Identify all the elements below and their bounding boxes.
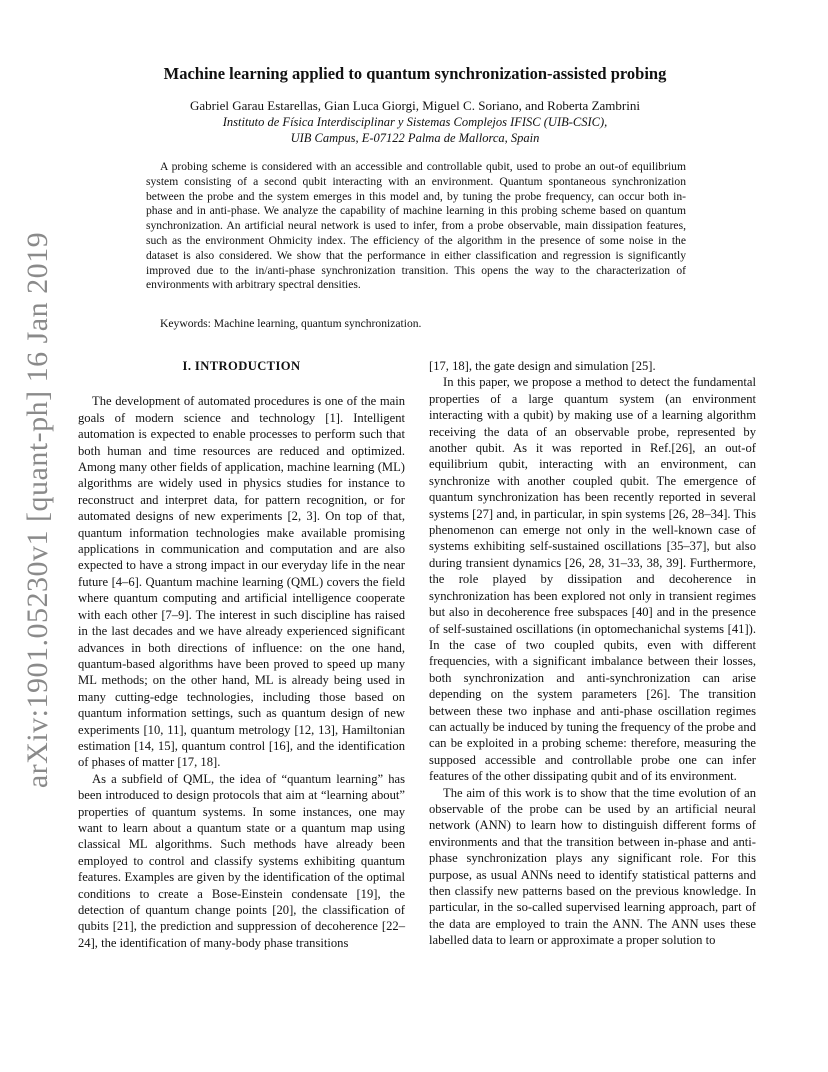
affiliation-line-1: Instituto de Física Interdisciplinar y Sistemas Complejos IFISC (UIB-CSIC), xyxy=(222,115,608,129)
intro-paragraph-3: In this paper, we propose a method to detect the fundamental properties of a large quantum system (an environment interacting with a qubit) by making use of a learning algorithm receiving the data of an observable probe, represented by another qubit. As it was reported in Ref.[26], an out-of equilibrium qubit, interacting with an environment, can synchronize with another coupled qubit. The emergence of quantum synchronization has been recently reported in several systems [27] and, in particular, in spin systems [26, 28–34]. This phenomenon can emerge not only in the well-known case of systems exhibiting self-sustained oscillations [35–37], but also during transient dynamics [26, 28, 31–33, 38, 39]. Furthermore, the role played by dissipation and decoherence in synchronization has been explored not only in transient regimes but also in decoherence free subspaces [40] and in the presence of self-sustained oscillations (in optomechanichal systems [41]). In the case of two coupled qubits, even with different frequencies, with a significant imbalance between their losses, both synchronization and anti-synchronization can arise depending on the system parameters [26]. The transition between these two inphase and anti-phase oscillation regimes can actually be induced by tuning the frequency of the probe and can be exploited in a probing scheme: therefore, measuring the supposed accessible and controllable probe one can infer features of the other dissipating qubit and of its environment. xyxy=(429,375,756,784)
author-list: Gabriel Garau Estarellas, Gian Luca Giorgi, Miguel C. Soriano, and Roberta Zambrini xyxy=(190,98,640,113)
paper-title: Machine learning applied to quantum synchronization-assisted probing xyxy=(163,64,667,83)
arxiv-sidebar xyxy=(18,231,58,789)
intro-paragraph-2: As a subfield of QML, the idea of “quantum learning” has been introduced to design protocols that aim at “learning about” properties of quantum systems. In some instances, one may want to learn about a quantum state or a quantum map using classical ML algorithms. Such methods have already been employed to control and classify systems exhibiting quantum features. Examples are given by the identification of the optimal conditions to create a Bose-Einstein condensate [19], the detection of quantum change points [20], the classification of qubits [21], the prediction and suppression of decoherence [22–24], the identification of many-body phase transitions xyxy=(78,771,405,950)
arxiv-identifier: arXiv:1901.05230v1 [quant-ph] 16 Jan 2019 xyxy=(21,231,54,789)
keywords: Keywords: Machine learning, quantum synchronization. xyxy=(160,317,422,330)
right-column xyxy=(429,358,756,949)
intro-paragraph-2-continued: [17, 18], the gate design and simulation [25]. xyxy=(429,359,656,373)
affiliation-line-2: UIB Campus, E-07122 Palma de Mallorca, Spain xyxy=(290,131,540,145)
left-column xyxy=(78,358,405,951)
section-heading-introduction: I. INTRODUCTION xyxy=(182,359,301,373)
intro-paragraph-4: The aim of this work is to show that the time evolution of an observable of the probe can be used by an artificial neural network (ANN) to learn how to distinguish different forms of environments and that the transition between in-phase and anti-phase synchronization plays any significant role. For this purpose, as usual ANNs need to identify statistical patterns and then classify new patterns based on the previous knowledge. In particular, in the so-called supervised learning approach, part of the data are employed to train the ANN. The ANN uses these labelled data to learn or approximate a proper solution to xyxy=(429,785,756,948)
paper-header xyxy=(100,64,730,146)
abstract: A probing scheme is considered with an accessible and controllable qubit, used to probe an out-of equilibrium system consisting of a second qubit interacting with an environment. Quantum spontaneous synchronization between the probe and the system emerges in this model and, by tuning the probe frequency, can occur both in-phase and in anti-phase. We analyze the capability of machine learning in this probing scheme based on quantum synchronization. An artificial neural network is used to infer, from a probe observable, main dissipation features, such as the environment Ohmicity index. The efficiency of the algorithm in the presence of some noise in the dataset is also considered. We show that the performance in either classification and regression is significantly improved due to the in/anti-phase synchronization transition. This opens the way to the characterization of environments with arbitrary spectral densities. xyxy=(146,160,686,292)
intro-paragraph-1: The development of automated procedures is one of the main goals of modern science and technology [1]. Intelligent automation is expected to enable processes to perform such that both human and time resources are reduced and optimized. Among many other fields of application, machine learning (ML) algorithms are widely used in physics studies for instance to reconstruct and interpret data, for pattern recognition, or for automated designs of new experiments [2, 3]. On top of that, quantum information technologies make available promising applications in communication and computation and are also expected to have a strong impact in our everyday life in the near future [4–6]. Quantum machine learning (QML) covers the field where quantum computing and artificial intelligence cooperate with each other [7–9]. The interest in such discipline has raised in the last decades and we have already experienced significant advances in both directions of influence: on the one hand, quantum-based algorithms have been proved to speed up many ML methods; on the other hand, ML is already being used in many cutting-edge technologies, including those based on quantum information settings, such as quantum design of new experiments [10, 11], quantum metrology [12, 13], Hamiltonian estimation [14, 15], quantum control [16], and the identification of phases of matter [17, 18]. xyxy=(78,394,405,770)
